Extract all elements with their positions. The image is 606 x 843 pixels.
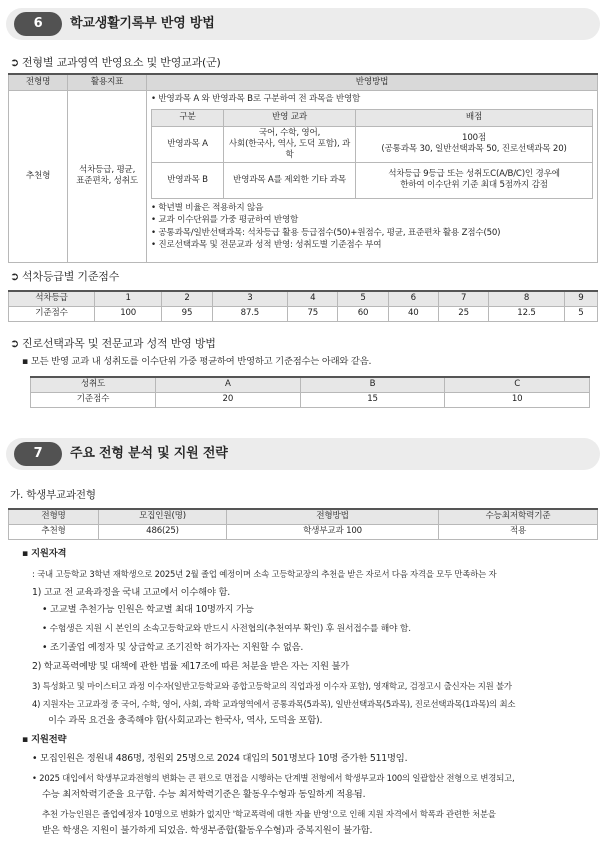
grade-score-table: 석차등급 1 2 3 4 5 6 7 8 9 기준점수 100 95 87.5 75 60 40 25 12.5 5 [8, 290, 598, 322]
method-note: • 진로선택과목 및 전문교과 성적 반영: 성취도별 기준점수 부여 [151, 240, 382, 250]
qualification-item: 1) 고교 전 교육과정을 국내 고교에서 이수해야 함. [32, 587, 231, 598]
strategy-item: • 2025 대입에서 학생부교과전형의 변화는 큰 편으로 면접을 시행하는 단계별 전형에서 학생부교과 100의 일괄합산 전형으로 변경되고, [32, 773, 515, 783]
row-a-label: 반영과목 A [152, 126, 224, 162]
qualification-item-cont: 이수 과목 요건을 충족해야 함(사회교과는 한국사, 역사, 도덕을 포함). [48, 715, 323, 726]
header-index: 활용지표 [68, 74, 147, 90]
method-intro: • 반영과목 A 와 반영과목 B로 구분하여 전 과목을 반영함 [151, 93, 361, 104]
method-note: • 공통과목/일반선택과목: 석차등급 활용 등급점수(50)+원점수, 평균, 표준편차 활용 Z점수(50) [151, 227, 501, 238]
grade-header: 석차등급 [9, 291, 95, 306]
arrow-circle-icon: ➲ [10, 337, 20, 350]
score-row-label: 기준점수 [9, 306, 95, 321]
subheading-subject-areas: ➲ 전형별 교과영역 반영요소 및 반영교과(군) [10, 56, 221, 69]
section-7-header [6, 438, 600, 470]
row-b-subjects: 반영과목 A를 제외한 기타 과목 [224, 162, 356, 198]
section-number: 6 [14, 12, 62, 36]
qualification-intro: : 국내 고등학교 3학년 재학생으로 2025년 2월 졸업 예정이며 소속 고등학교장의 추천을 받은 자로서 다음 자격을 모두 만족하는 자 [32, 569, 497, 579]
strategy-title: ▪ 지원전략 [22, 734, 67, 745]
row-a-subjects: 국어, 수학, 영어, 사회(한국사, 역사, 도덕 포함), 과학 [224, 126, 356, 162]
cell-type: 추천형 [9, 90, 68, 262]
inner-score-table: 구분 반영 교과 배점 반영과목 A 국어, 수학, 영어, 사회(한국사, 역사, 도덕 포함), 과학 100점 (공통과목 30, 일반선택과목 50, 진로선택과목 20) 반영과목 B 반영과목 A를 제외한 기타 과목 석차등급 9등급 또는 성취도C(A/B/C)인 경우에 한하여 이수단위 기준 최대 5점까지 감점 [151, 109, 593, 199]
arrow-circle-icon: ➲ [10, 56, 20, 69]
subheading-grade-scores: ➲ 석차등급별 기준점수 [10, 270, 120, 283]
qualification-title: ▪ 지원자격 [22, 548, 67, 559]
qualification-subitem: • 고교별 추천가능 인원은 학교별 최대 10명까지 가능 [42, 604, 254, 615]
row-a-score: 100점 (공통과목 30, 일반선택과목 50, 진로선택과목 20) [356, 126, 593, 162]
qualification-subitem: • 수험생은 지원 시 본인의 소속고등학교와 반드시 사전협의(추천여부 확인) 후 원서접수를 해야 함. [42, 624, 411, 634]
method-note: • 교과 이수단위를 가중 평균하여 반영함 [151, 215, 299, 225]
section-6-header [6, 8, 600, 40]
subheading-career-subjects: ➲ 진로선택과목 및 전문교과 성적 반영 방법 [10, 337, 216, 350]
cell-index: 석차등급, 평균, 표준편차, 성취도 [68, 90, 147, 262]
subheading-admission-type: 가. 학생부교과전형 [10, 489, 96, 501]
qualification-item: 4) 지원자는 고교과정 중 국어, 수학, 영어, 사회, 과학 교과영역에서 공통과목(5과목), 일반선택과목(5과목), 진로선택과목(1과목)의 최소 [32, 699, 516, 709]
row-b-label: 반영과목 B [152, 162, 224, 198]
row-b-score: 석차등급 9등급 또는 성취도C(A/B/C)인 경우에 한하여 이수단위 기준 최대 5점까지 감점 [356, 162, 593, 198]
header-method: 반영방법 [147, 74, 598, 90]
section-title: 학교생활기록부 반영 방법 [70, 16, 215, 31]
admission-summary-table: 전형명 모집인원(명) 전형방법 수능최저학력기준 추천형 486(25) 학생부교과 100 적용 [8, 508, 598, 540]
strategy-item: • 모집인원은 정원내 486명, 정원외 25명으로 2024 대입의 501명보다 10명 증가한 511명임. [32, 753, 408, 764]
strategy-item-cont: 추천 가능인원은 졸업예정자 10명으로 변화가 없지만 '학교폭력에 대한 자율 반영'으로 인해 지원 자격에서 학폭과 관련한 처분을 [42, 809, 496, 819]
strategy-item-cont: 수능 최저학력기준을 요구함. 수능 최저학력기준은 활동우수형과 동일하게 적용됨. [42, 789, 366, 800]
career-note: ▪ 모든 반영 교과 내 성취도를 이수단위 가중 평균하여 반영하고 기준점수는 아래와 같음. [22, 356, 372, 367]
achievement-score-table: 성취도 A B C 기준점수 20 15 10 [30, 376, 590, 408]
subject-reflection-table [8, 73, 598, 263]
qualification-item: 2) 학교폭력예방 및 대책에 관한 법률 제17조에 따른 처분을 받은 자는 지원 불가 [32, 661, 350, 672]
header-type: 전형명 [9, 74, 68, 90]
strategy-item-cont: 받은 학생은 지원이 불가하게 되었음. 학생부종합(활동우수형)과 중복지원이 불가함. [42, 825, 373, 836]
method-note: • 학년별 비율은 적용하지 않음 [151, 202, 264, 213]
section-number: 7 [14, 442, 62, 466]
arrow-circle-icon: ➲ [10, 270, 20, 283]
qualification-item: 3) 특성화고 및 마이스터고 과정 이수자(일반고등학교와 종합고등학교의 직업과정 이수자 포함), 영재학교, 검정고시 출신자는 지원 불가 [32, 681, 512, 691]
cell-method [147, 90, 598, 262]
qualification-subitem: • 조기졸업 예정자 및 상급학교 조기진학 허가자는 지원할 수 없음. [42, 642, 304, 653]
section-title: 주요 전형 분석 및 지원 전략 [70, 446, 228, 461]
